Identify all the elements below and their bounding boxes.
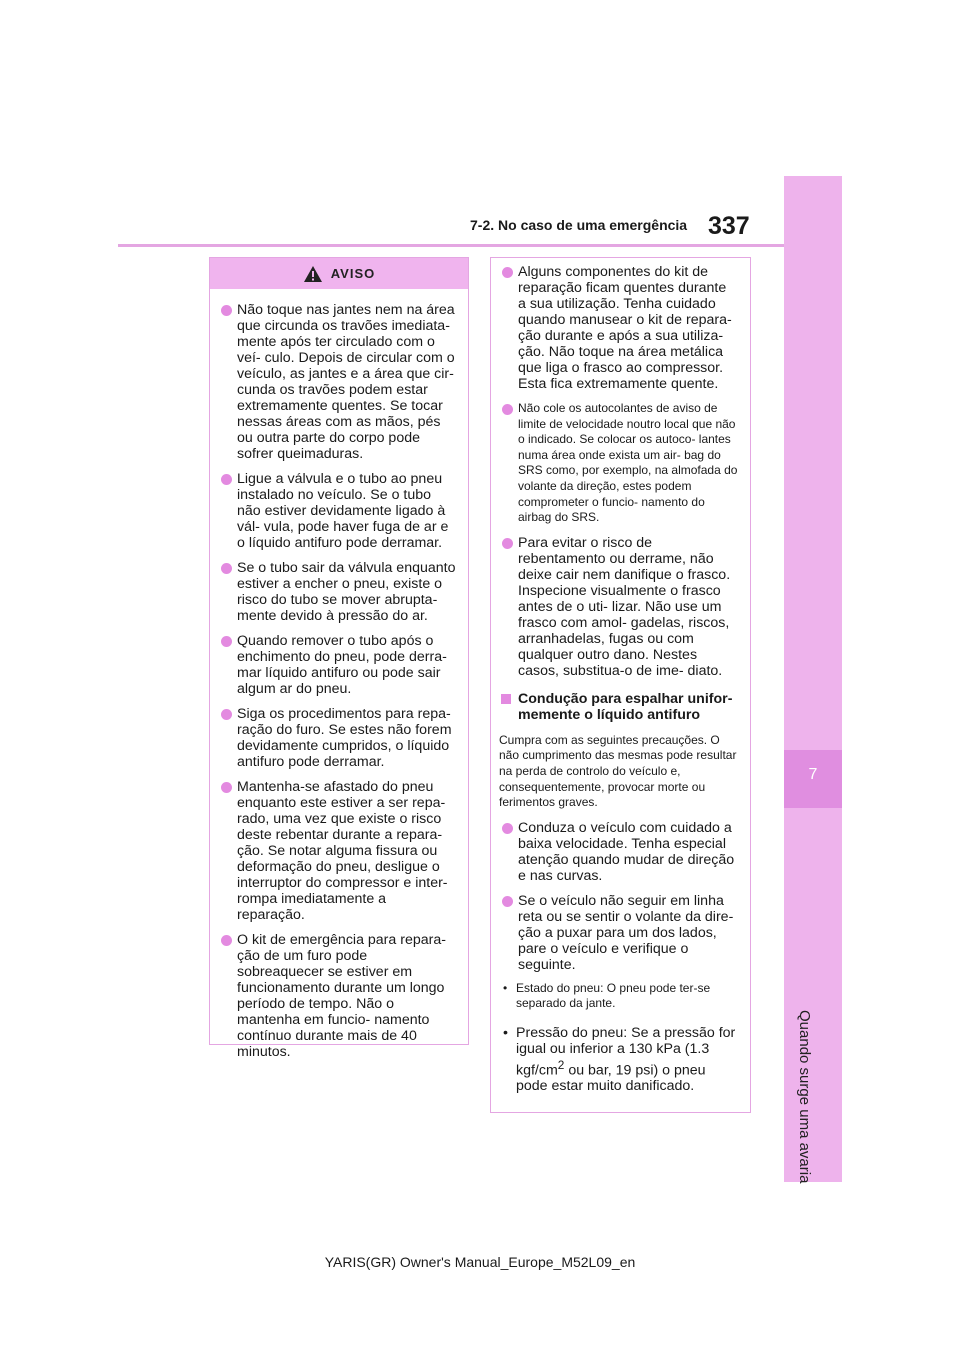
- warning-triangle-icon: [303, 265, 323, 283]
- check-item-text: ou bar, 19 psi) o pneu pode estar muito danificado.: [516, 1062, 706, 1095]
- caution-item: Não cole os autocolantes de aviso de limite de velocidade noutro local que não o indicado. Se colocar os autoco- lantes numa área onde exista um air- bag do SRS como, por exemplo, na almofada do volante da direção, estes podem comprometer o funcio- namento do airbag do SRS.: [499, 401, 738, 526]
- section-title: 7-2. No caso de uma emergência: [470, 217, 688, 233]
- warning-item: Siga os procedimentos para repa- ração do furo. Se estes não forem devidamente cumpridos, o líquido antifuro pode derramar.: [218, 706, 456, 770]
- caution-box: [490, 257, 751, 1113]
- superscript: 2: [557, 1057, 565, 1072]
- subheading: Condução para espalhar unifor- memente o líquido antifuro: [499, 691, 738, 723]
- warning-item: Se o tubo sair da válvula enquanto estiver a encher o pneu, existe o risco do tubo se mover abrupta- mente devido à pressão do ar.: [218, 560, 456, 624]
- warning-header: [210, 258, 468, 289]
- chapter-title: Quando surge uma avaria: [796, 1010, 813, 1184]
- page-number: 337: [708, 212, 750, 240]
- check-item-text: Pressão do pneu: Se a pressão for igual ou inferior a 130 kPa (1.3 kgf/cm: [516, 1024, 736, 1079]
- header-rule: [118, 244, 784, 247]
- warning-item: Quando remover o tubo após o enchimento do pneu, pode derra- mar líquido antifuro ou pode sair algum ar do pneu.: [218, 633, 456, 697]
- intro-paragraph: Cumpra com as seguintes precauções. O não cumprimento das mesmas pode resultar na perda de controlo do veículo e, consequentemente, provocar morte ou ferimentos graves.: [499, 732, 737, 810]
- footer-doc-id: YARIS(GR) Owner's Manual_Europe_M52L09_en: [324, 1254, 636, 1270]
- caution-item: Se o veículo não seguir em linha reta ou se sentir o volante da dire- ção a puxar para um dos lados, pare o veículo e verifique o seguinte.: [499, 893, 738, 973]
- warning-item: Ligue a válvula e o tubo ao pneu instalado no veículo. Se o tubo não estiver devidamente ligado à vál- vula, pode haver fuga de ar e o líquido antifuro pode derramar.: [218, 471, 456, 551]
- warning-title: AVISO: [330, 266, 376, 281]
- caution-item: Alguns componentes do kit de reparação ficam quentes durante a sua utilização. Tenha cuidado quando manusear o kit de repara- ção durante e após a sua utiliza- ção. Não toque na área metálica que liga o frasco ao compressor. Esta fica extremamente quente.: [499, 264, 738, 392]
- caution-item: Para evitar o risco de rebentamento ou derrame, não deixe cair nem danifique o frasco. Inspecione visualmente o frasco antes de o uti- lizar. Não use um frasco com amol- gadelas, riscos, arranhadelas, fugas ou com qualquer outro dano. Nestes casos, substitua-o de ime- diato.: [499, 535, 738, 679]
- warning-item: Não toque nas jantes nem na área que circunda os travões imediata- mente após ter circulado com o veí- culo. Depois de circular com o veículo, as jantes e a área que cir- cunda os travões podem estar extremamente quentes. Se tocar nessas áreas com as mãos, pés ou outra parte do corpo pode sofrer queimaduras.: [218, 302, 456, 462]
- warning-item: Mantenha-se afastado do pneu enquanto este estiver a ser repa- rado, uma vez que existe o risco deste rebentar durante a repara- ção. Se notar alguma fissura ou deformação do pneu, desligue o interruptor do compressor e inter- rompa imediatamente a reparação.: [218, 779, 456, 923]
- warning-item: O kit de emergência para repara- ção de um furo pode sobreaquecer se estiver em funcionamento durante um longo período de tempo. Não o mantenha em funcio- namento contínuo durante mais de 40 minutos.: [218, 932, 456, 1060]
- warning-box: [209, 257, 469, 1060]
- chapter-side-strip: [784, 176, 842, 1182]
- caution-item: Conduza o veículo com cuidado a baixa velocidade. Tenha especial atenção quando mudar de direção e nas curvas.: [499, 820, 738, 884]
- check-item: [499, 1025, 738, 1095]
- check-item: • Estado do pneu: O pneu pode ter-se separado da jante.: [499, 981, 738, 1011]
- chapter-number: 7: [808, 766, 818, 783]
